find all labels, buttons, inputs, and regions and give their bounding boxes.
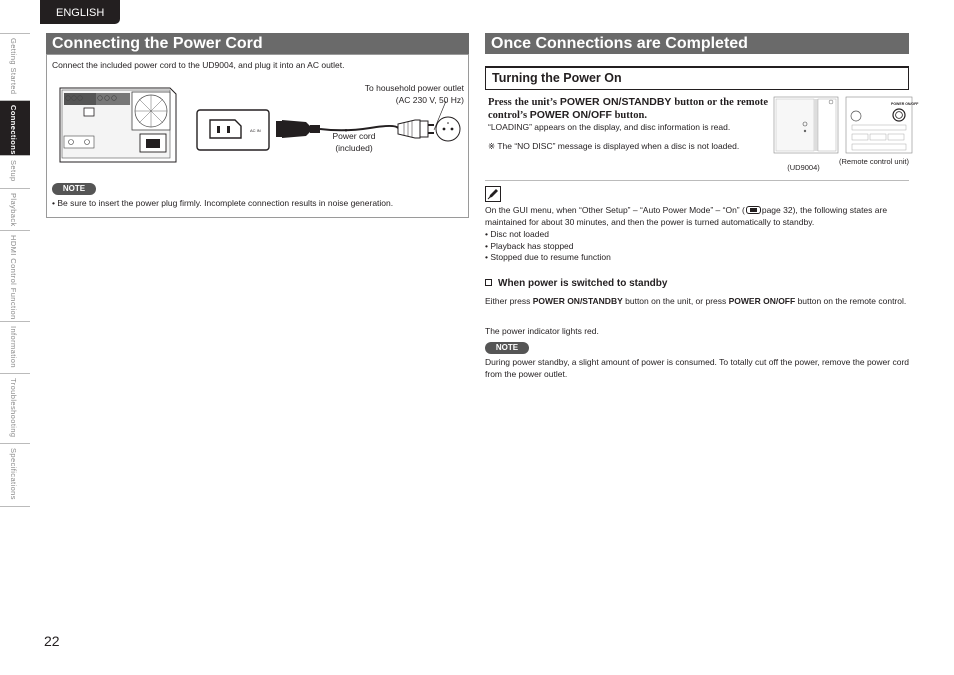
sidebar-item-playback[interactable] [0, 189, 30, 231]
note-badge-right: NOTE [485, 342, 529, 354]
section-title-once-connections: Once Connections are Completed [485, 33, 909, 54]
sidebar-item-label: Getting Started [9, 38, 18, 95]
power-on-instruction [488, 96, 768, 122]
auto-power-memo [485, 205, 909, 228]
sidebar-item-label: Playback [9, 193, 18, 227]
sidebar-item-label: Specifications [9, 448, 18, 500]
wall-outlet-illustration [436, 117, 460, 141]
indicator-text: The power indicator lights red. [485, 326, 599, 336]
iec-plug-illustration [276, 120, 320, 138]
sidebar-item-getting-started[interactable] [0, 34, 30, 101]
sidebar-item-setup[interactable] [0, 156, 30, 189]
section-title-power-cord: Connecting the Power Cord [46, 33, 469, 54]
sidebar-item-specifications[interactable] [0, 444, 30, 507]
list-item: • Disc not loaded [485, 229, 611, 241]
standby-instruction [485, 296, 909, 308]
list-item: • Playback has stopped [485, 241, 611, 253]
standby-button-remote: POWER ON/OFF [728, 296, 796, 306]
sidebar-item-hdmi-control[interactable] [0, 231, 30, 322]
no-disc-text: ※ The “NO DISC” message is displayed when a disc is not loaded. [488, 141, 740, 151]
caption-remote: (Remote control unit) [838, 157, 910, 166]
standby-text-3: button on the remote control. [795, 296, 907, 306]
note-text-body: Be sure to insert the power plug firmly. Incomplete connection results in noise generation. [57, 198, 394, 208]
subsection-title-turning-power-on: Turning the Power On [485, 67, 909, 90]
cord-label: Power cord (included) [332, 131, 376, 153]
standby-button-unit: POWER ON/STANDBY [532, 296, 623, 306]
standby-heading [485, 278, 667, 289]
sidebar-item-label: Information [9, 326, 18, 368]
unit-front-illustration [774, 97, 838, 153]
auto-standby-states-list [485, 229, 611, 264]
lead-button-remote: POWER ON/OFF [529, 109, 612, 121]
mains-plug-illustration [398, 120, 434, 138]
divider [485, 180, 909, 181]
unit-and-remote-illustration [774, 97, 919, 159]
intro-text: Connect the included power cord to the UD9004, and plug it into an AC outlet. [52, 60, 345, 70]
note-badge: NOTE [52, 183, 96, 195]
lead-text-3: button. [611, 110, 647, 121]
sidebar-item-label: Setup [9, 160, 18, 182]
memo-text-2: page 32), the following states are maintained for about 30 minutes, and then the power is turned automatically to standby. [485, 205, 888, 227]
remote-control-illustration [846, 97, 919, 153]
checkbox-bullet-icon [485, 279, 492, 286]
sidebar-item-troubleshooting[interactable] [0, 374, 30, 444]
standby-text-1: Either press [485, 296, 533, 306]
outlet-label: To household power outlet (AC 230 V, 50 Hz) [364, 83, 464, 105]
list-item: • Stopped due to resume function [485, 252, 611, 264]
remote-power-label: POWER ON/OFF [891, 102, 919, 106]
note-text: • Be sure to insert the power plug firmly. Incomplete connection results in noise generation. [52, 198, 394, 208]
memo-text-1: On the GUI menu, when “Other Setup” – “Auto Power Mode” – “On” ( [485, 205, 745, 215]
sidebar-nav [0, 33, 30, 506]
page-number: 22 [44, 633, 60, 649]
loading-text: “LOADING” appears on the display, and disc information is read. [488, 122, 731, 132]
sidebar-item-label: HDMI Control Function [9, 235, 18, 320]
standby-heading-text: When power is switched to standby [498, 278, 668, 289]
ac-inlet-enlarged-illustration [197, 110, 269, 150]
lead-text-2: button or the remote control’s [488, 97, 768, 121]
lead-button-unit: POWER ON/STANDBY [559, 96, 672, 108]
memo-icon [485, 186, 501, 202]
sidebar-item-information[interactable] [0, 322, 30, 374]
page-reference-icon [746, 206, 761, 214]
sidebar-item-label: Connections [9, 105, 18, 155]
standby-text-2: button on the unit, or press [622, 296, 729, 306]
unit-rear-panel-illustration [60, 88, 176, 162]
svg-text:AC IN: AC IN [250, 128, 261, 133]
sidebar-item-label: Troubleshooting [9, 378, 18, 438]
language-tab: ENGLISH [40, 0, 120, 24]
standby-note-text: During power standby, a slight amount of power is consumed. To totally cut off the power, remove the power cord from the power outlet. [485, 357, 909, 379]
caption-unit: (UD9004) [787, 163, 820, 172]
sidebar-item-connections[interactable] [0, 101, 30, 156]
lead-text-1: Press the unit’s [488, 97, 560, 108]
